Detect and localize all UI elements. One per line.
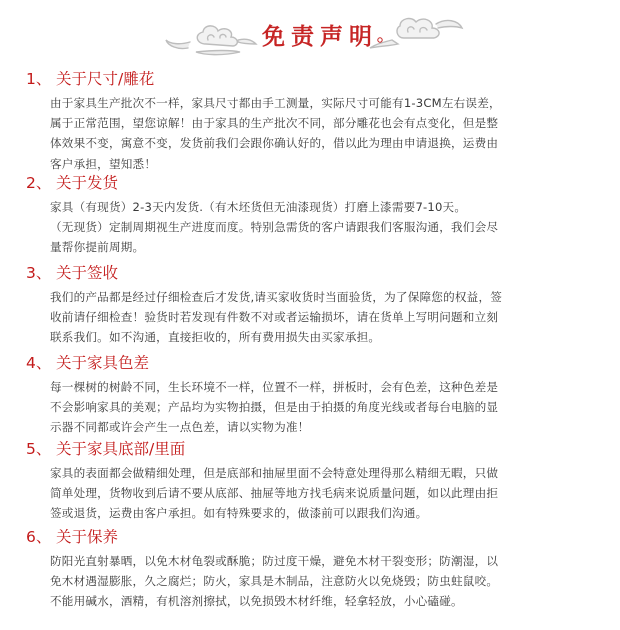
body-line: 量帮你提前周期。 <box>50 240 145 255</box>
body-line: 由于家具生产批次不一样，家具尺寸都由手工测量，实际尺寸可能有1-3CM左右误差， <box>50 96 501 110</box>
body-line: 家具（有现货）2-3天内发货.（有木坯货但无油漆现货）打磨上漆需要7-10天。 <box>50 200 467 214</box>
section-maintenance <box>26 526 588 612</box>
body-line: 收前请仔细检查！验货时若发现有件数不对或者运输损坏，请在货单上写明问题和立刻 <box>50 310 499 325</box>
section-heading <box>26 526 588 548</box>
body-line: 属于正常范围，望您谅解！由于家具的生产批次不同，部分雕花也会有点变化，但是整 <box>50 116 499 131</box>
section-number: 4、 <box>26 354 52 372</box>
body-line: （无现货）定制周期视生产进度而度。特别急需货的客户请跟我们客服沟通，我们会尽 <box>50 220 499 235</box>
section-size-carving <box>26 68 588 174</box>
section-heading <box>26 262 588 284</box>
section-number: 5、 <box>26 440 52 458</box>
section-number: 3、 <box>26 264 52 282</box>
section-bottom-interior <box>26 438 588 524</box>
section-body <box>50 551 588 612</box>
page-title: 免责声明 <box>262 23 378 50</box>
section-heading <box>26 172 588 194</box>
section-title: 关于签收 <box>56 264 119 282</box>
section-body <box>50 377 588 438</box>
section-number: 1、 <box>26 70 52 88</box>
body-line: 我们的产品都是经过仔细检查后才发货,请买家收货时当面验货，为了保障您的权益，签 <box>50 290 503 304</box>
section-title: 关于保养 <box>56 528 119 546</box>
body-line: 不会影响家具的美观；产品均为实物拍摄，但是由于拍摄的角度光线或者每台电脑的显 <box>50 400 499 415</box>
body-line: 每一棵树的树龄不同，生长环境不一样，位置不一样，拼板时，会有色差，这种色差是 <box>50 380 499 394</box>
section-heading <box>26 438 588 460</box>
section-body <box>50 93 588 174</box>
body-line: 联系我们。如不沟通，直接拒收的，所有费用损失由买家承担。 <box>50 330 381 345</box>
section-shipping <box>26 172 588 258</box>
body-line: 防阳光直射暴晒，以免木材龟裂或酥脆；防过度干燥，避免木材干裂变形；防潮湿，以 <box>50 554 499 568</box>
section-color-difference <box>26 352 588 438</box>
section-title: 关于家具色差 <box>56 354 150 372</box>
section-body <box>50 287 588 348</box>
body-line: 简单处理，货物收到后请不要从底部、抽屉等地方找毛病来说质量问题，如以此理由拒 <box>50 486 499 501</box>
section-heading <box>26 352 588 374</box>
section-receipt <box>26 262 588 348</box>
section-title: 关于发货 <box>56 174 119 192</box>
section-title: 关于尺寸/雕花 <box>56 70 155 88</box>
body-line: 家具的表面都会做精细处理，但是底部和抽屉里面不会特意处理得那么精细无暇，只做 <box>50 466 499 480</box>
body-line: 不能用碱水，酒精，有机溶剂擦拭，以免损毁木材纤维，轻拿轻放，小心磕碰。 <box>50 594 463 609</box>
body-line: 签或退货，运费由客户承担。如有特殊要求的，做漆前可以跟我们沟通。 <box>50 506 428 521</box>
body-line: 免木材遇湿膨胀，久之腐烂；防火，家具是木制品，注意防火以免烧毁；防虫蛀鼠咬。 <box>50 574 499 589</box>
section-title: 关于家具底部/里面 <box>56 440 186 458</box>
section-body <box>50 197 588 258</box>
section-number: 2、 <box>26 174 52 192</box>
body-line: 客户承担，望知悉！ <box>50 156 157 171</box>
section-body <box>50 463 588 524</box>
section-heading <box>26 68 588 90</box>
body-line: 示器不同都或许会产生一点色差，请以实物为准！ <box>50 420 310 435</box>
section-number: 6、 <box>26 528 52 546</box>
body-line: 体效果不变，寓意不变，发货前我们会跟你确认好的，借以此为理由申请退换，运费由 <box>50 136 499 151</box>
header-banner <box>0 0 620 62</box>
